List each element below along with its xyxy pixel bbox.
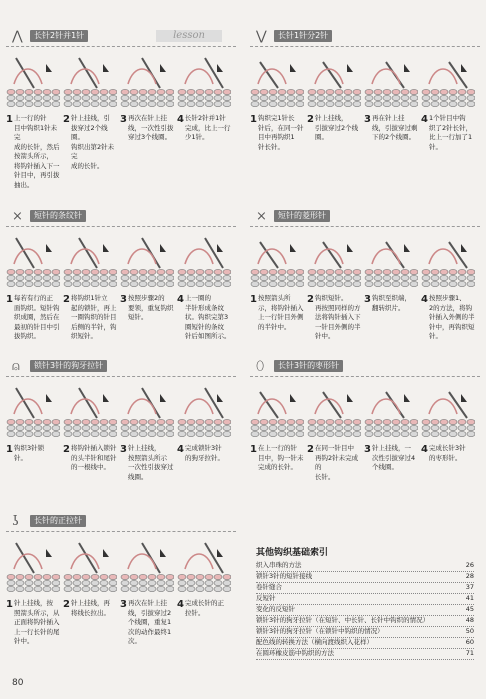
step-description: 按照步骤2的 要领，重复钩织 短针。 <box>128 294 174 321</box>
step-description: 将钩织1针立 起的锁针，再上 一圈钩织的针目 后侧的半针，钩 织短针。 <box>71 294 117 340</box>
step-number: 1 <box>250 294 257 305</box>
stitch-diagram-icon <box>307 384 361 440</box>
step-number: 2 <box>307 294 314 305</box>
panel-lock-3-picot <box>6 360 236 500</box>
index-entry-page: 37 <box>465 583 474 591</box>
step-description: 在上一行的针 目中，钩一针未 完成的长针。 <box>258 444 304 471</box>
page-number: 80 <box>12 678 24 688</box>
step-number: 1 <box>6 114 13 125</box>
step-number: 1 <box>6 294 13 305</box>
section-title: 长针3针的枣形针 <box>274 360 343 372</box>
step-number: 2 <box>63 599 70 610</box>
section-header <box>6 210 236 227</box>
step-number: 4 <box>421 114 428 125</box>
stitch-diagram-icon <box>421 54 475 110</box>
step-description: 再次在针上挂 线，引拔穿过2 个线圈，重复1 次的动作最终1 次。 <box>128 599 172 645</box>
step-description: 按照箭头所 示，将钩针插入 上一行针目外侧 的半针中。 <box>258 294 304 331</box>
stitch-diagram-icon <box>63 384 117 440</box>
stitch-diagram-icon <box>120 234 174 290</box>
step-description: 针上挂线， 按照箭头所示 一次性引拔穿过 线圈。 <box>128 444 174 481</box>
step-number: 3 <box>120 444 127 455</box>
stitch-diagram-icon <box>364 234 418 290</box>
steps <box>250 54 480 164</box>
stitch-diagram-icon <box>63 539 117 595</box>
panel-short-ridge <box>6 210 236 350</box>
step-description: 长针2针并1针 完成，比上一行 少1针。 <box>185 114 231 141</box>
step-number: 3 <box>120 114 127 125</box>
step-description: 按照步骤1、 2的方法，将钩 针插入外侧的半 针中，再钩织短 针。 <box>429 294 475 340</box>
index-entry-title: 配色线的转换方法（横向渡线织入花样） <box>256 638 373 646</box>
step-number: 2 <box>307 114 314 125</box>
stitch-symbol: ⋁ <box>256 29 267 44</box>
step-description: 每若有行的正 面钩织。短针钩 织成圈，然后在 最初的针目中引 拔钩织。 <box>14 294 60 340</box>
step-description: 钩织短针。 再按照同样的方 法将钩针插入下 一针目外侧的半 针中。 <box>315 294 361 340</box>
index-entry-title: 织入串珠的方法 <box>256 561 302 569</box>
stitch-symbol: ⋀ <box>12 29 23 44</box>
step-description: 完成长针3针 的枣形针。 <box>429 444 466 462</box>
stitch-diagram-icon <box>120 54 174 110</box>
panel-short-back <box>250 210 480 350</box>
step-number: 4 <box>177 444 184 455</box>
step-number: 2 <box>63 294 70 305</box>
stitch-symbol: ⍝ <box>12 359 20 374</box>
index-entry-page: 45 <box>465 605 474 613</box>
stitch-diagram-icon <box>6 539 60 595</box>
steps <box>250 384 480 494</box>
index-entry-title: 变化的反短针 <box>256 605 295 613</box>
step-number: 3 <box>120 599 127 610</box>
stitch-diagram-icon <box>177 54 231 110</box>
step-number: 4 <box>421 294 428 305</box>
panel-long-2-together <box>6 29 236 189</box>
index-entry-title: 锁针3针的狗牙拉针（在短针、中长针、长针中钩织的情况） <box>256 616 430 624</box>
step-number: 3 <box>364 114 371 125</box>
step-description: 完成锁针3针 的狗牙拉针。 <box>185 444 224 462</box>
step-number: 3 <box>120 294 127 305</box>
step-description: 将钩针插入锁针 的头半针和尾针 的一根线中。 <box>71 444 117 471</box>
step-description: 钩织完1针长 针后，在同一针 目中再钩织1 针长针。 <box>258 114 304 151</box>
stitch-diagram-icon <box>120 539 174 595</box>
step-number: 3 <box>364 294 371 305</box>
step-description: 在同一针目中 再钩2针未完成的 长针。 <box>315 444 359 481</box>
section-header <box>250 30 480 47</box>
panel-long-1-to-2 <box>250 30 480 180</box>
step-number: 4 <box>177 114 184 125</box>
index-entry-title: 反短针 <box>256 594 276 602</box>
stitch-diagram-icon <box>63 54 117 110</box>
section-title: 短针的条纹针 <box>30 210 86 222</box>
step-number: 4 <box>177 599 184 610</box>
stitch-diagram-icon <box>177 234 231 290</box>
stitch-symbol: ⬯ <box>256 359 265 374</box>
section-title: 长针2针并1针 <box>30 30 88 42</box>
stitch-diagram-icon <box>177 384 231 440</box>
index-entry-page: 41 <box>465 594 474 602</box>
stitch-diagram-icon <box>120 384 174 440</box>
step-number: 4 <box>421 444 428 455</box>
step-description: 针上挂线，引 拔穿过2个线圈。 钩织出第2针未完 成的长针。 <box>71 114 115 170</box>
index-title: 其他钩织基础索引 <box>256 548 329 558</box>
section-header <box>6 30 236 47</box>
step-number: 2 <box>63 114 70 125</box>
step-description: 钩织3针锁 针。 <box>14 444 45 462</box>
stitch-diagram-icon <box>307 234 361 290</box>
stitch-diagram-icon <box>6 384 60 440</box>
steps <box>6 234 236 344</box>
section-title: 锁针3针的狗牙拉针 <box>30 360 107 372</box>
step-description: 钩织至织端， 翻转织片。 <box>372 294 411 312</box>
stitch-symbol: × <box>12 209 23 224</box>
stitch-diagram-icon <box>6 54 60 110</box>
step-description: 1个针目中钩 织了2针长针， 比上一行加了1 针。 <box>429 114 473 151</box>
step-number: 1 <box>250 444 257 455</box>
section-title: 长针1针分2针 <box>274 30 332 42</box>
step-description: 再在针上挂 线，引拔穿过剩 下的2个线圈。 <box>372 114 418 141</box>
stitch-diagram-icon <box>421 234 475 290</box>
stitch-diagram-icon <box>364 384 418 440</box>
steps <box>6 54 236 189</box>
step-description: 针上挂线，再 将线长拉出。 <box>71 599 110 617</box>
step-number: 1 <box>6 599 13 610</box>
step-description: 上一圈的 半针形成条纹 状。钩织完第3 圈短针的条纹 针后如图所示。 <box>185 294 231 340</box>
step-description: 针上挂线，按 照箭头所示，从 正面将钩针插入 上一行长针的尾 针中。 <box>14 599 60 645</box>
stitch-diagram-icon <box>364 54 418 110</box>
step-number: 2 <box>307 444 314 455</box>
index-entry-page: 26 <box>465 561 474 569</box>
index-entry-page: 50 <box>465 627 474 635</box>
section-header <box>6 360 236 377</box>
step-description: 完成长针的正 拉针。 <box>185 599 224 617</box>
step-description: 上一行的针 目中钩织1针未完 成的长针，然后 按箭头所示， 将钩针插入下一 针目中，再引拔 抽出。 <box>14 114 60 189</box>
section-title: 短针的菱形针 <box>274 210 330 222</box>
index-entry-title: 锁针3针的短针接线 <box>256 572 313 580</box>
stitch-diagram-icon <box>421 384 475 440</box>
stitch-diagram-icon <box>307 54 361 110</box>
stitch-symbol: ʖ <box>12 514 19 529</box>
section-header <box>250 210 480 227</box>
index-entry-title: 卷针缝合 <box>256 583 282 591</box>
steps <box>6 384 236 494</box>
steps <box>6 539 236 649</box>
step-number: 1 <box>250 114 257 125</box>
lesson-tab: lesson <box>156 30 222 42</box>
section-header <box>6 515 236 532</box>
stitch-symbol: × <box>256 209 267 224</box>
index-section <box>256 545 474 657</box>
step-description: 再次在针上挂 线，一次性引拔 穿过3个线圈。 <box>128 114 174 141</box>
index-entry-title: 锁针3针的狗牙拉针（在锁针中钩织的情况） <box>256 627 384 635</box>
stitch-diagram-icon <box>63 234 117 290</box>
stitch-diagram-icon <box>250 234 304 290</box>
index-entry-page: 71 <box>465 649 474 657</box>
steps <box>250 234 480 344</box>
step-number: 2 <box>63 444 70 455</box>
step-description: 针上挂线，一 次性引拔穿过4 个线圈。 <box>372 444 416 471</box>
index-entry-page: 48 <box>465 616 474 624</box>
panel-long-front-post <box>6 515 236 665</box>
step-number: 3 <box>364 444 371 455</box>
section-header <box>250 360 480 377</box>
stitch-diagram-icon <box>250 384 304 440</box>
index-entry-title: 在圆环橡皮筋中钩织的方法 <box>256 649 334 657</box>
panel-long-3-bobble <box>250 360 480 500</box>
stitch-diagram-icon <box>250 54 304 110</box>
step-number: 4 <box>177 294 184 305</box>
step-number: 1 <box>6 444 13 455</box>
index-entry-page: 60 <box>465 638 474 646</box>
section-title: 长针的正拉针 <box>30 515 86 527</box>
index-row <box>256 647 474 660</box>
index-entry-page: 28 <box>465 572 474 580</box>
stitch-diagram-icon <box>177 539 231 595</box>
stitch-diagram-icon <box>6 234 60 290</box>
step-description: 针上挂线， 引拔穿过2个线 圈。 <box>315 114 359 141</box>
